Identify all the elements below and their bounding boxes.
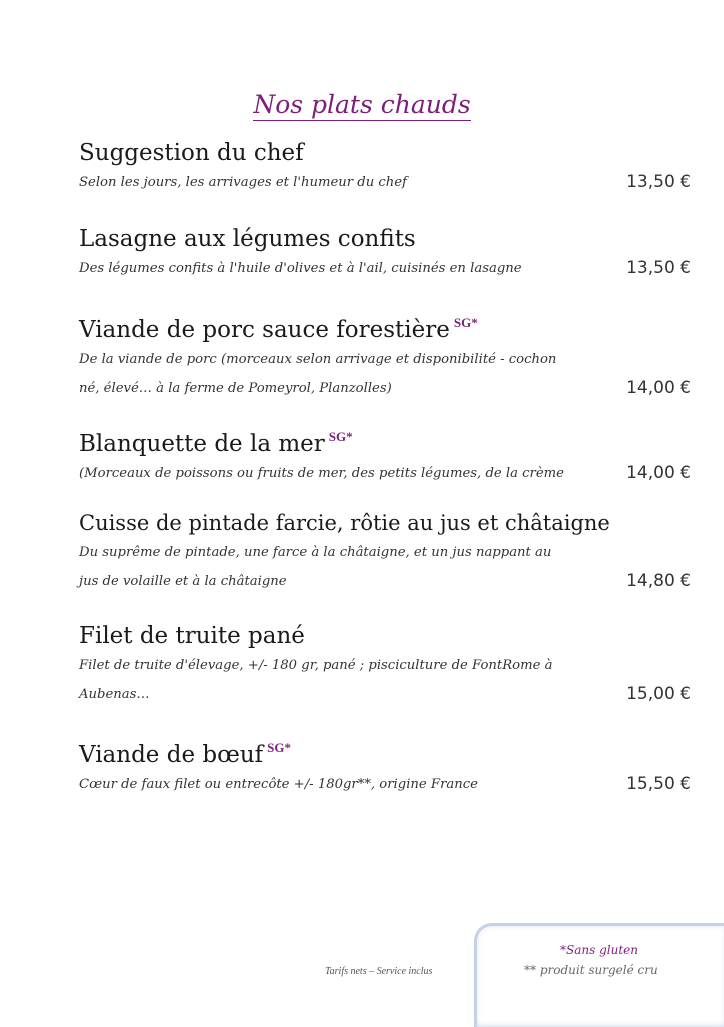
dish-price: 14,00 € — [626, 463, 691, 483]
dish-description-cont: Aubenas… — [79, 687, 150, 702]
gluten-free-badge: SG* — [328, 429, 353, 444]
dish-description: (Morceaux de poissons ou fruits de mer, des petits légumes, de la crème — [79, 466, 564, 481]
dish-item — [79, 733, 691, 799]
gluten-free-badge: SG* — [267, 740, 292, 755]
dish-name: Blanquette de la mer — [79, 431, 325, 457]
dish-name: Cuisse de pintade farcie, rôtie au jus et châtaigne — [79, 511, 610, 535]
dish-item — [79, 508, 691, 596]
dish-item — [79, 422, 691, 488]
dish-name: Lasagne aux légumes confits — [79, 226, 416, 252]
dish-description-cont: né, élevé… à la ferme de Pomeyrol, Planzolles) — [79, 381, 392, 396]
frozen-footnote: ** produit surgelé cru — [524, 963, 658, 977]
dish-description: De la viande de porc (morceaux selon arrivage et disponibilité - cochon — [79, 352, 557, 367]
dish-price: 13,50 € — [626, 258, 691, 278]
dish-item — [79, 224, 691, 283]
dish-price: 13,50 € — [626, 172, 691, 192]
dish-price: 14,00 € — [626, 378, 691, 398]
dish-price: 15,00 € — [626, 684, 691, 704]
dish-price: 15,50 € — [626, 774, 691, 794]
dish-description: Du suprême de pintade, une farce à la châtaigne, et un jus nappant au — [79, 545, 552, 560]
dish-description: Filet de truite d'élevage, +/- 180 gr, pané ; pisciculture de FontRome à — [79, 658, 553, 673]
pricing-note: Tarifs nets – Service inclus — [325, 966, 433, 977]
dish-description: Cœur de faux filet ou entrecôte +/- 180gr**, origine France — [79, 777, 478, 792]
dish-item — [79, 308, 691, 403]
dish-description: Selon les jours, les arrivages et l'humeur du chef — [79, 175, 407, 190]
dish-name: Filet de truite pané — [79, 623, 305, 649]
dish-item — [79, 621, 691, 709]
gluten-free-badge: SG* — [453, 315, 478, 330]
dish-description: Des légumes confits à l'huile d'olives et à l'ail, cuisinés en lasagne — [79, 261, 522, 276]
dish-description-cont: jus de volaille et à la châtaigne — [79, 574, 287, 589]
dish-name: Viande de bœuf — [79, 742, 264, 768]
gluten-free-footnote: *Sans gluten — [560, 943, 638, 957]
dish-price: 14,80 € — [626, 571, 691, 591]
dish-item — [79, 138, 691, 197]
dish-name: Suggestion du chef — [79, 140, 304, 166]
menu-title-container — [0, 90, 724, 119]
menu-title: Nos plats chauds — [253, 90, 471, 119]
dish-name: Viande de porc sauce forestière — [79, 317, 450, 343]
